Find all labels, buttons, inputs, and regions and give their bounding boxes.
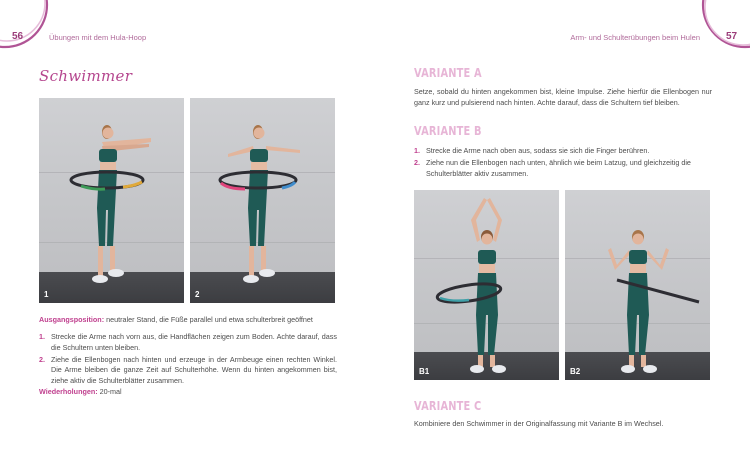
step-number: 1. — [39, 332, 45, 341]
exercise-photo-b2 — [565, 190, 710, 380]
photo-label: 2 — [195, 290, 200, 299]
step-item — [414, 146, 712, 157]
variant-b-steps — [414, 146, 712, 180]
exercise-photo-1 — [39, 98, 184, 303]
exercise-steps — [39, 332, 337, 388]
exercise-title: Schwimmer — [39, 67, 133, 85]
decorative-circle-left-icon — [0, 0, 50, 50]
page-number-right: 57 — [726, 31, 738, 42]
figure-arms-forward-icon — [39, 98, 184, 303]
repetitions — [39, 387, 122, 398]
start-position-label: Ausgangsposition: — [39, 315, 105, 324]
step-text: Strecke die Arme nach vorn aus, die Handflächen zeigen zum Boden. Achte darauf, dass die Schultern unten bleiben. — [51, 332, 337, 352]
repetitions-value: 20-mal — [97, 387, 122, 396]
photo-label: B2 — [570, 367, 581, 376]
start-position — [39, 315, 339, 326]
step-number: 1. — [414, 146, 420, 155]
figure-elbows-back-icon — [190, 98, 335, 303]
decorative-circle-right-icon — [700, 0, 750, 50]
exercise-photo-2 — [190, 98, 335, 303]
variant-a-text: Setze, sobald du hinten angekommen bist, kleine Impulse. Ziehe hierfür die Ellenbogen nur ganz kurz und pulsierend nach hinten. Achte darauf, dass die Schultern tief bleiben. — [414, 87, 712, 107]
repetitions-label: Wiederholungen: — [39, 387, 98, 396]
running-head-left: Übungen mit dem Hula-Hoop — [49, 33, 147, 42]
running-head-right: Arm- und Schulterübungen beim Hulen — [570, 33, 700, 42]
exercise-photo-b1 — [414, 190, 559, 380]
photo-label: 1 — [44, 290, 49, 299]
page-number-left: 56 — [12, 31, 24, 42]
step-text: Ziehe nun die Ellenbogen nach unten, ähnlich wie beim Latzug, und gleichzeitig die Schulterblätter aktiv zusammen. — [426, 157, 691, 178]
variant-c-heading: VARIANTE C — [414, 399, 482, 413]
figure-arms-overhead-icon — [414, 190, 559, 380]
variant-a-heading: VARIANTE A — [414, 66, 482, 80]
figure-elbows-down-icon — [565, 190, 710, 380]
step-item — [414, 158, 712, 180]
step-text: Ziehe die Ellenbogen nach hinten und erzeuge in der Armbeuge einen rechten Winkel. Die Arme bleiben die ganze Zeit auf Schulterhöhe. Wenn du hinten angekommen bist, ziehe aktiv die Schulterblätter zusammen. — [51, 354, 337, 386]
variant-c-text: Kombiniere den Schwimmer in der Originalfassung mit Variante B im Wechsel. — [414, 419, 664, 428]
variant-b-heading: VARIANTE B — [414, 124, 482, 138]
step-item — [39, 332, 337, 354]
step-item — [39, 355, 337, 387]
step-number: 2. — [414, 157, 420, 167]
photo-label: B1 — [419, 367, 430, 376]
step-number: 2. — [39, 354, 45, 364]
start-position-text: neutraler Stand, die Füße parallel und etwa schulterbreit geöffnet — [104, 315, 313, 324]
step-text: Strecke die Arme nach oben aus, sodass sie sich die Finger berühren. — [426, 146, 650, 155]
